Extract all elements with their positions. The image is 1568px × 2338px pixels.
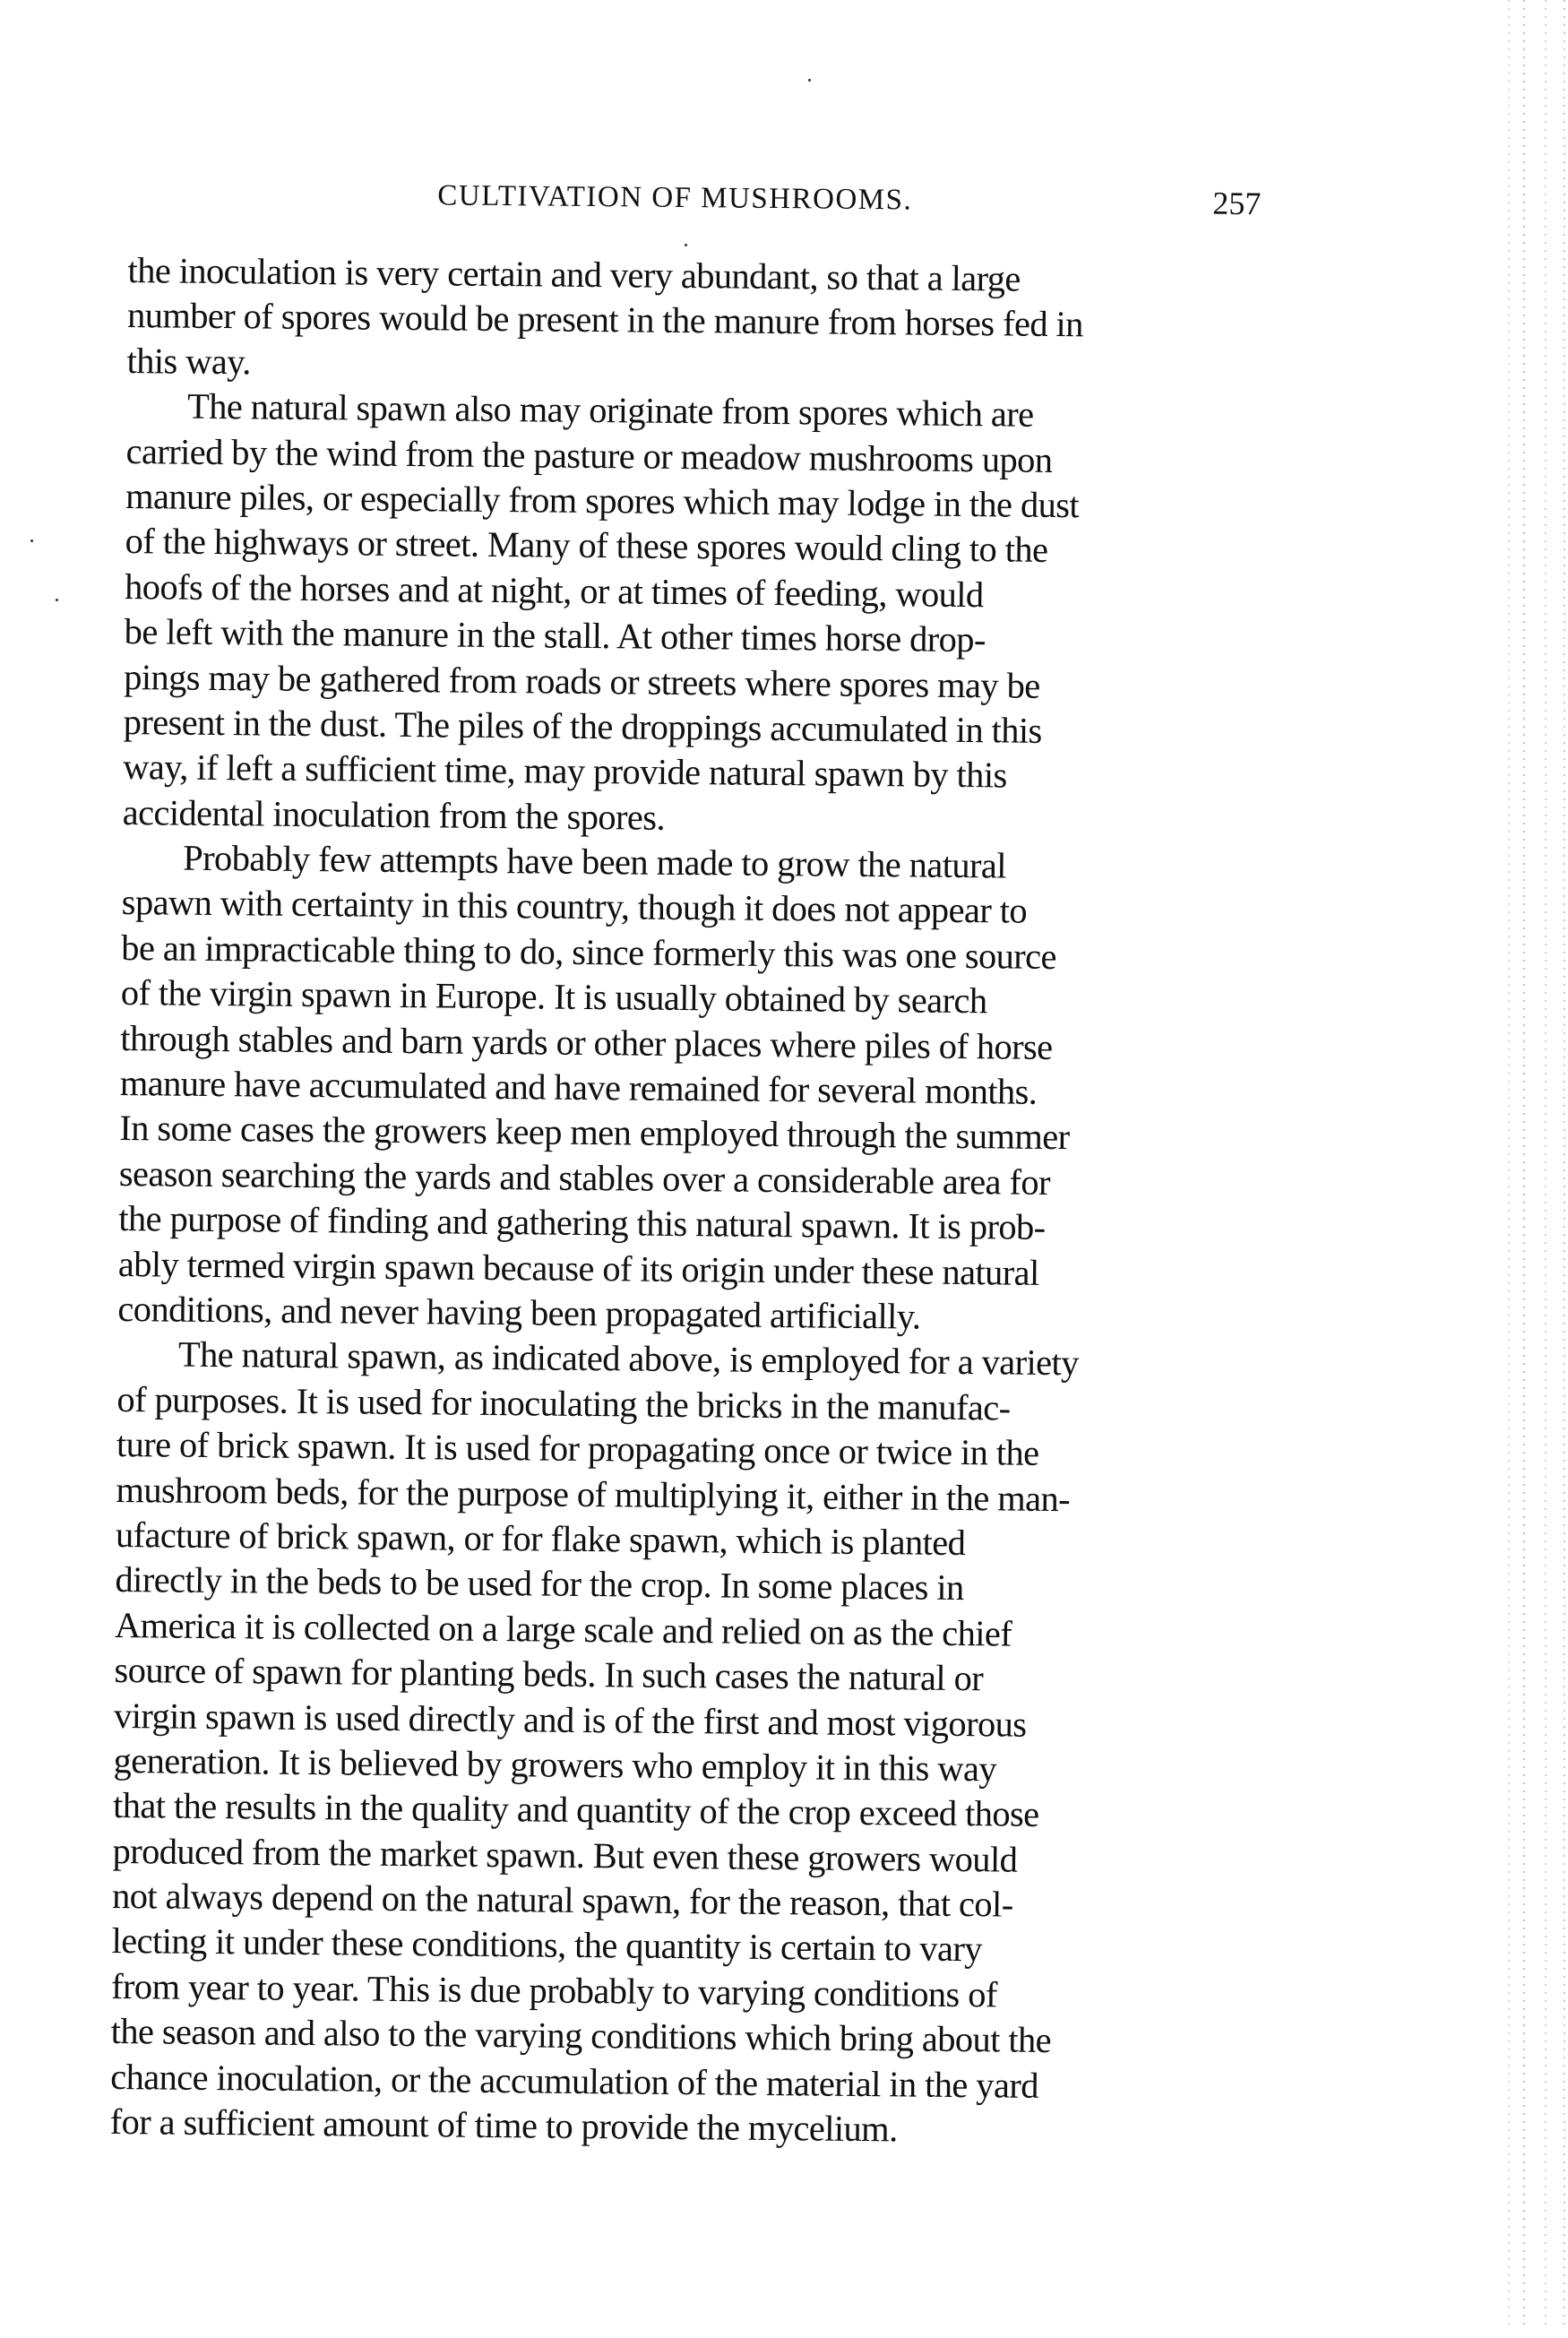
text-line: spawn with certainty in this country, though it does not appear to: [121, 882, 1028, 932]
text-line: mushroom beds, for the purpose of multiplying it, either in the man-: [116, 1469, 1071, 1519]
text-line: number of spores would be present in the manure from horses fed in: [126, 295, 1084, 345]
text-line: source of spawn for planting beds. In such cases the natural or: [114, 1650, 984, 1699]
text-line: this way.: [126, 340, 252, 383]
text-line: conditions, and never having been propagated artificially.: [117, 1288, 921, 1337]
text-line: virgin spawn is used directly and is of the first and most vigorous: [113, 1695, 1027, 1745]
text-line: ably termed virgin spawn because of its origin under these natural: [117, 1243, 1039, 1293]
text-line: The natural spawn also may originate from spores which are: [186, 385, 1034, 435]
text-line: way, if left a sufficient time, may provide natural spawn by this: [123, 746, 1007, 796]
text-line: America it is collected on a large scale and relied on as the chief: [114, 1604, 1012, 1654]
text-line: the season and also to the varying conditions which bring about the: [110, 2011, 1052, 2061]
paragraph: [126, 248, 1258, 394]
text-line: lecting it under these conditions, the quantity is certain to vary: [111, 1920, 983, 1970]
text-line: of the virgin spawn in Europe. It is usually obtained by search: [120, 972, 987, 1022]
text-line: The natural spawn, as indicated above, is employed for a variety: [177, 1334, 1080, 1384]
text-line: be left with the manure in the stall. At other times horse drop-: [124, 611, 986, 660]
scan-speck: [808, 79, 811, 82]
text-line: pings may be gathered from roads or streets where spores may be: [123, 656, 1040, 706]
text-line: for a sufficient amount of time to provide the mycelium.: [109, 2101, 898, 2150]
text-line: In some cases the growers keep men employed through the summer: [119, 1108, 1070, 1158]
page-number: 257: [1212, 185, 1262, 222]
text-line: Probably few attempts have been made to grow the natural: [183, 837, 1007, 886]
text-line: produced from the market spawn. But even these growers would: [112, 1830, 1018, 1880]
text-line: through stables and barn yards or other places where piles of horse: [120, 1017, 1053, 1067]
text-line: carried by the wind from the pasture or meadow mushrooms upon: [125, 430, 1053, 480]
scan-speck: [56, 599, 58, 601]
body-text: [109, 248, 1258, 2155]
text-line: ufacture of brick spawn, or for flake spawn, which is planted: [115, 1514, 966, 1564]
text-line: present in the dust. The piles of the droppings accumulated in this: [123, 701, 1042, 751]
text-line: not always depend on the natural spawn, for the reason, that col-: [111, 1876, 1013, 1925]
scan-edge-artifact: [1545, 0, 1546, 2330]
paragraph: [109, 1332, 1248, 2155]
scan-speck: [30, 539, 33, 542]
scan-edge-artifact: [1523, 0, 1525, 2330]
text-line: accidental inoculation from the spores.: [122, 791, 666, 838]
text-line: the purpose of finding and gathering this natural spawn. It is prob-: [118, 1198, 1046, 1248]
paragraph: [117, 835, 1253, 1342]
text-line: ture of brick spawn. It is used for propagating once or twice in the: [116, 1424, 1039, 1474]
paragraph: [123, 384, 1258, 846]
running-head-title: CULTIVATION OF MUSHROOMS.: [437, 179, 913, 217]
text-line: chance inoculation, or the accumulation of the material in the yard: [109, 2056, 1039, 2106]
text-line: generation. It is believed by growers who employ it in this way: [113, 1739, 997, 1790]
text-line: that the results in the quality and quantity of the crop exceed those: [112, 1785, 1039, 1835]
text-line: season searching the yards and stables over a considerable area for: [118, 1152, 1051, 1203]
text-line: manure have accumulated and have remained for several months.: [119, 1063, 1038, 1112]
text-line: be an impracticable thing to do, since formerly this was one source: [121, 927, 1057, 977]
text-line: manure piles, or especially from spores which may lodge in the dust: [125, 475, 1080, 526]
text-line: hoofs of the horses and at night, or at times of feeding, would: [124, 565, 984, 615]
text-line: of purposes. It is used for inoculating the bricks in the manufac-: [116, 1378, 1011, 1428]
scan-edge-artifact: [1564, 0, 1565, 2330]
text-line: from year to year. This is due probably to varying conditions of: [110, 1965, 997, 2015]
scan-edge-artifact: [1508, 0, 1510, 2330]
running-head: [127, 170, 1261, 226]
text-line: the inoculation is very certain and very abundant, so that a large: [127, 250, 1021, 299]
text-line: directly in the beds to be used for the crop. In some places in: [115, 1559, 964, 1609]
text-line: of the highways or street. Many of these spores would cling to the: [125, 521, 1048, 571]
scan-speck: [685, 244, 687, 246]
